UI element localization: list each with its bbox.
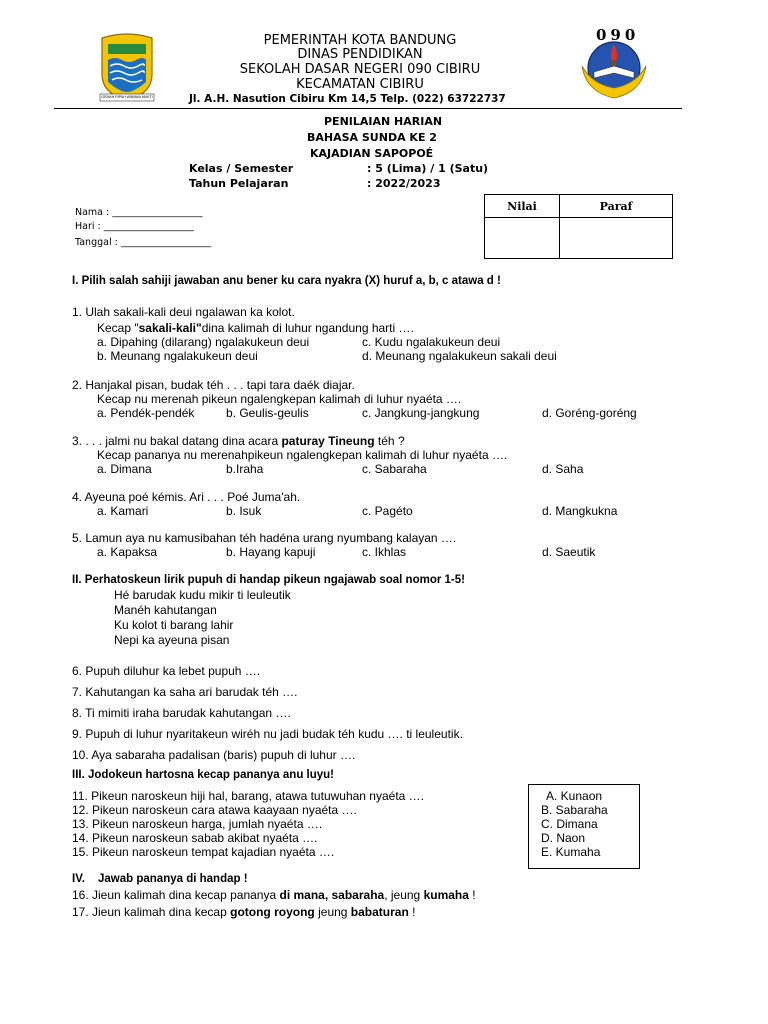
header-line-1: PEMERINTAH KOTA BANDUNG (263, 33, 457, 48)
city-logo (98, 30, 156, 102)
tanggal-field: Tanggal : ___________________ (75, 237, 212, 248)
q1-stem: 1. Ulah sakali-kali deui ngalawan ka kolot. (72, 305, 295, 319)
tahun-value: : 2022/2023 (367, 177, 441, 190)
q17-e: ! (408, 905, 416, 919)
option-b: B. Sabaraha (541, 803, 608, 817)
q4-stem: 4. Ayeuna poé kémis. Ari . . . Poé Juma'ah. (72, 490, 301, 504)
paraf-header: Paraf (560, 195, 673, 218)
q3-option-c: c. Sabaraha (362, 462, 427, 476)
q16-b: di mana, sabaraha (279, 888, 385, 902)
title-line-1: PENILAIAN HARIAN (324, 115, 443, 128)
option-a: A. Kunaon (546, 789, 603, 803)
q13: 13. Pikeun naroskeun harga, jumlah nyaéta …. (72, 817, 323, 831)
q1-line2 (97, 321, 414, 335)
score-table (484, 194, 673, 259)
q15: 15. Pikeun naroskeun tempat kajadian nyaéta …. (72, 845, 335, 859)
title-line-3: KAJADIAN SAPOPOÉ (310, 147, 434, 160)
q3-stem-b: paturay Tineung (281, 434, 375, 448)
header-line-2: DINAS PENDIDIKAN (297, 47, 423, 62)
q1-option-c: c. Kudu ngalakukeun deui (362, 335, 501, 349)
poem-line-2: Manéh kahutangan (114, 603, 217, 617)
q9: 9. Pupuh di luhur nyaritakeun wiréh nu jadi budak téh kudu …. ti leuleutik. (72, 727, 463, 741)
city-logo-motto: GEMAH RIPAH WIBAWA MUKTI (101, 95, 153, 99)
section-4-title: Jawab pananya di handap ! (98, 873, 248, 885)
q3-option-d: d. Saha (542, 462, 584, 476)
header-address: Jl. A.H. Nasution Cibiru Km 14,5 Telp. (022) 63722737 (189, 93, 506, 105)
nilai-header: Nilai (485, 195, 560, 218)
header-line-4: KECAMATAN CIBIRU (296, 77, 424, 92)
section-2-title: II. Perhatoskeun lirik pupuh di handap pikeun ngajawab soal nomor 1-5! (72, 574, 465, 586)
q16-a: 16. Jieun kalimah dina kecap pananya (72, 888, 280, 902)
title-line-2: BAHASA SUNDA KE 2 (307, 131, 437, 144)
kelas-value: : 5 (Lima) / 1 (Satu) (367, 162, 489, 175)
section-3-title: III. Jodokeun hartosna kecap pananya anu luyu! (72, 769, 335, 781)
q1-line2-b: sakali-kali" (138, 321, 202, 335)
q4-option-c: c. Pagéto (362, 504, 413, 518)
q5-option-c: c. Ikhlas (362, 545, 407, 559)
q4-option-b: b. Isuk (226, 504, 262, 518)
q12: 12. Pikeun naroskeun cara atawa kaayaan nyaéta …. (72, 803, 357, 817)
q5-option-a: a. Kapaksa (97, 545, 158, 559)
q2-option-a: a. Pendék-pendék (97, 406, 195, 420)
q17-b: gotong royong (230, 905, 315, 919)
nilai-cell (485, 218, 560, 259)
option-c: C. Dimana (541, 817, 598, 831)
q1-option-a: a. Dipahing (dilarang) ngalakukeun deui (97, 335, 310, 349)
poem-line-3: Ku kolot ti barang lahir (114, 618, 234, 632)
q17-c: jeung (314, 905, 351, 919)
q3-line2: Kecap pananya nu merenahpikeun ngalengkepan kalimah di luhur nyaéta …. (97, 448, 508, 462)
q3-option-b: b.Iraha (226, 462, 264, 476)
q2-line2: Kecap nu merenah pikeun ngalengkepan kalimah di luhur nyaéta …. (97, 392, 462, 406)
q2-option-d: d. Goréng-goréng (542, 406, 637, 420)
school-logo-number: 090 (596, 26, 640, 44)
q1-line2-a: Kecap " (97, 321, 139, 335)
section-4-title-num: IV. (72, 873, 86, 885)
q16 (72, 888, 476, 902)
kelas-label: Kelas / Semester (189, 162, 294, 175)
q3-stem-a: 3. . . . jalmi nu bakal datang dina acara (72, 434, 282, 448)
option-e: E. Kumaha (541, 845, 601, 859)
q1-option-b: b. Meunang ngalakukeun deui (97, 349, 258, 363)
q1-line2-c: dina kalimah di luhur ngandung harti …. (201, 321, 414, 335)
q3-option-a: a. Dimana (97, 462, 152, 476)
q3-stem-c: téh ? (374, 434, 405, 448)
q17 (72, 905, 415, 919)
paraf-cell (560, 218, 673, 259)
option-d: D. Naon (541, 831, 586, 845)
nama-field: Nama : ___________________ (75, 207, 203, 218)
q2-stem: 2. Hanjakal pisan, budak téh . . . tapi tara daék diajar. (72, 378, 355, 392)
q5-option-b: b. Hayang kapuji (226, 545, 316, 559)
header-line-3: SEKOLAH DASAR NEGERI 090 CIBIRU (239, 62, 481, 77)
q7: 7. Kahutangan ka saha ari barudak téh …. (72, 685, 298, 699)
q3-stem (72, 434, 405, 448)
q10: 10. Aya sabaraha padalisan (baris) pupuh di luhur …. (72, 748, 356, 762)
q17-a: 17. Jieun kalimah dina kecap (72, 905, 231, 919)
q14: 14. Pikeun naroskeun sabab akibat nyaéta …. (72, 831, 318, 845)
q16-c: , jeung (384, 888, 424, 902)
q4-option-a: a. Kamari (97, 504, 149, 518)
poem-line-4: Nepi ka ayeuna pisan (114, 633, 230, 647)
q6: 6. Pupuh diluhur ka lebet pupuh …. (72, 664, 261, 678)
q16-d: kumaha (423, 888, 469, 902)
tahun-label: Tahun Pelajaran (189, 177, 289, 190)
header-divider (54, 108, 682, 109)
q5-stem: 5. Lamun aya nu kamusibahan téh hadéna urang nyumbang kalayan …. (72, 531, 457, 545)
q8: 8. Ti mimiti iraha barudak kahutangan …. (72, 706, 291, 720)
section-1-title: I. Pilih salah sahiji jawaban anu bener ku cara nyakra (X) huruf a, b, c atawa d ! (72, 275, 501, 287)
q5-option-d: d. Saeutik (542, 545, 596, 559)
q11: 11. Pikeun naroskeun hiji hal, barang, atawa tutuwuhan nyaéta …. (72, 789, 425, 803)
q17-d: babaturan (350, 905, 409, 919)
q2-option-c: c. Jangkung-jangkung (362, 406, 480, 420)
q4-option-d: d. Mangkukna (542, 504, 618, 518)
q16-e: ! (468, 888, 476, 902)
q2-option-b: b. Geulis-geulis (226, 406, 309, 420)
hari-field: Hari : ___________________ (75, 221, 195, 232)
q1-option-d: d. Meunang ngalakukeun sakali deui (362, 349, 557, 363)
poem-line-1: Hé barudak kudu mikir ti leuleutik (114, 588, 291, 602)
